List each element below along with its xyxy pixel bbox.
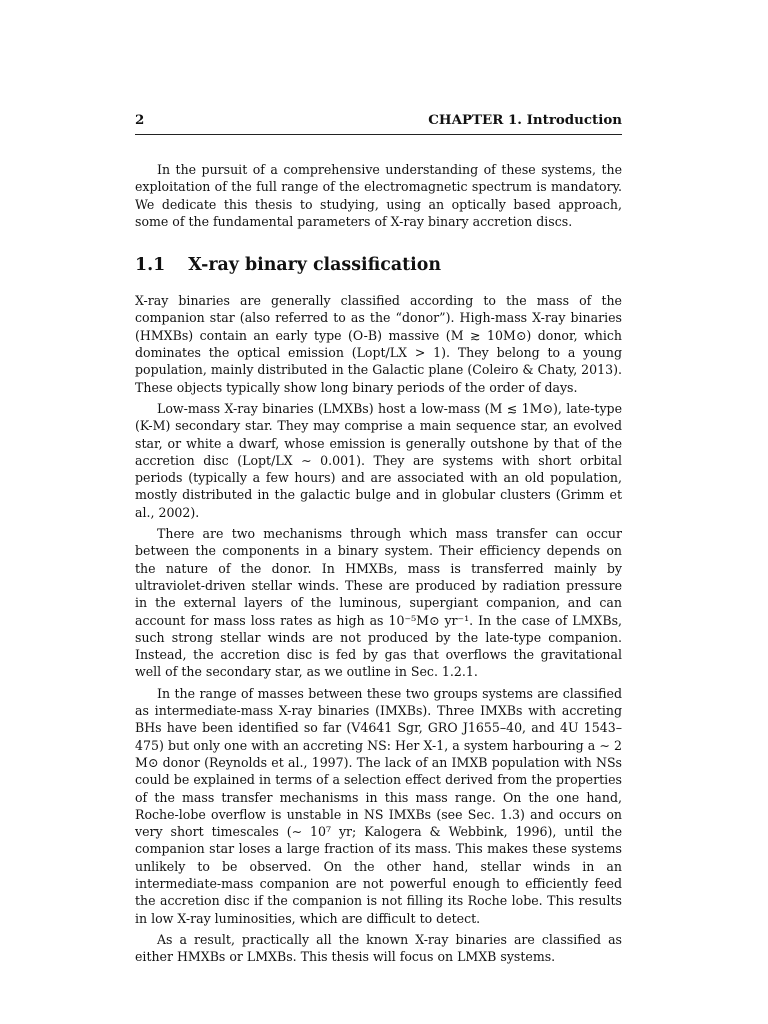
section-title: X-ray binary classification: [188, 255, 441, 276]
paragraph-hmxb: X-ray binaries are generally classified according to the mass of the companion star (also referred to as the “donor”). High-mass X-ray binaries (HMXBs) contain an early type (O-B) massive (M ≳ 10M⊙) donor, which dominates the optical emission (Lopt/LX > 1). They belong to a young population, mainly distributed in the Galactic plane (Coleiro & Chaty, 2013). These objects typically show long binary periods of the order of days.: [135, 293, 622, 395]
page: [135, 112, 622, 965]
paragraph-mass-transfer: There are two mechanisms through which mass transfer can occur between the components in a binary system. Their efficiency depends on the nature of the donor. In HMXBs, mass is transferred mainly by ultraviolet-driven stellar winds. These are produced by radiation pressure in the external layers of the luminous, supergiant companion, and can account for mass loss rates as high as 10⁻⁵M⊙ yr⁻¹. In the case of LMXBs, such strong stellar winds are not produced by the late-type companion. Instead, the accretion disc is fed by gas that overflows the gravitational well of the secondary star, as we outline in Sec. 1.2.1.: [135, 526, 622, 680]
intro-paragraph: In the pursuit of a comprehensive understanding of these systems, the exploitation of the full range of the electromagnetic spectrum is mandatory. We dedicate this thesis to studying, using an optically based approach, some of the fundamental parameters of X-ray binary accretion discs.: [135, 162, 622, 229]
chapter-title: CHAPTER 1. Introduction: [428, 112, 622, 128]
paragraph-lmxb: Low-mass X-ray binaries (LMXBs) host a low-mass (M ≲ 1M⊙), late-type (K-M) secondary star. They may comprise a main sequence star, an evolved star, or white a dwarf, whose emission is generally outshone by that of the accretion disc (Lopt/LX ∼ 0.001). They are systems with short orbital periods (typically a few hours) and are associated with an old population, mostly distributed in the galactic bulge and in globular clusters (Grimm et al., 2002).: [135, 400, 622, 520]
running-header: [135, 112, 622, 135]
paragraph-imxb: In the range of masses between these two groups systems are classified as intermediate-mass X-ray binaries (IMXBs). Three IMXBs with accreting BHs have been identified so far (V4641 Sgr, GRO J1655–40, and 4U 1543–475) but only one with an accreting NS: Her X-1, a system harbouring a ∼ 2 M⊙ donor (Reynolds et al., 1997). The lack of an IMXB population with NSs could be explained in terms of a selection effect derived from the properties of the mass transfer mechanisms in this mass range. On the one hand, Roche-lobe overflow is unstable in NS IMXBs (see Sec. 1.3) and occurs on very short timescales (∼ 10⁷ yr; Kalogera & Webbink, 1996), until the companion star loses a large fraction of its mass. This makes these systems unlikely to be observed. On the other hand, stellar winds in an intermediate-mass companion are not powerful enough to efficiently feed the accretion disc if the companion is not filling its Roche lobe. This results in low X-ray luminosities, which are difficult to detect.: [135, 685, 622, 926]
section-number: 1.1: [135, 255, 166, 276]
page-number: 2: [135, 112, 145, 128]
section-heading: [135, 255, 622, 275]
paragraph-conclusion: As a result, practically all the known X-ray binaries are classified as either HMXBs or LMXBs. This thesis will focus on LMXB systems.: [135, 931, 622, 965]
